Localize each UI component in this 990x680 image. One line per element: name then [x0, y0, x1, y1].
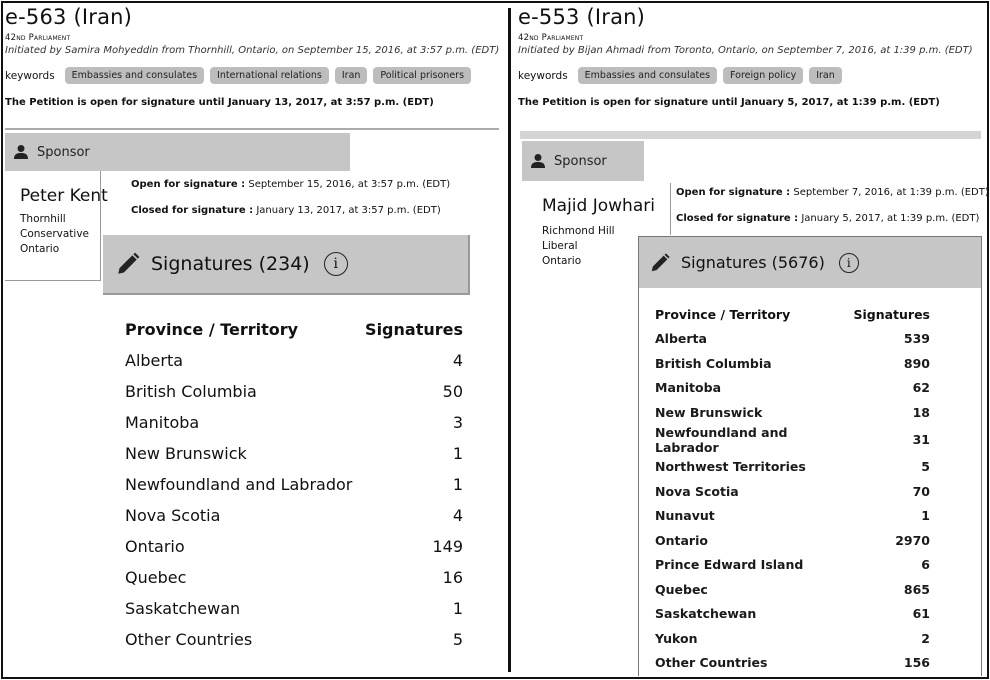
closed-date-value: January 13, 2017, at 3:57 p.m. (EDT) [256, 205, 441, 216]
sponsor-info [20, 186, 108, 257]
province-column-header: Province / Territory [655, 306, 791, 322]
sponsor-name[interactable]: Majid Jowhari [542, 196, 655, 216]
keyword-tag[interactable]: Embassies and consulates [65, 67, 204, 84]
signature-count-cell: 5 [921, 459, 930, 475]
info-icon[interactable]: i [839, 253, 859, 273]
keyword-tag[interactable]: Iran [809, 67, 842, 84]
signature-count-cell: 16 [442, 568, 463, 587]
keyword-tag[interactable]: Political prisoners [373, 67, 471, 84]
petition-id: e-563 (Iran) [5, 5, 133, 29]
province-cell: Prince Edward Island [655, 557, 804, 573]
sponsor-party: Liberal [542, 240, 578, 252]
sponsor-riding: Thornhill [20, 213, 66, 225]
table-row [125, 624, 463, 655]
keyword-tag[interactable]: Foreign policy [723, 67, 803, 84]
keywords-row [518, 67, 984, 84]
parliament-label: 42nd Parliament [518, 33, 584, 43]
sponsor-riding: Richmond Hill [542, 225, 615, 237]
province-cell: Alberta [125, 351, 184, 370]
signature-dates [131, 172, 450, 224]
petition-panel-right [518, 3, 984, 108]
signature-count-cell: 31 [912, 432, 930, 447]
province-cell: Newfoundland and Labrador [655, 424, 788, 455]
signature-count-cell: 5 [452, 630, 463, 649]
table-row [125, 345, 463, 376]
province-cell: Nova Scotia [125, 506, 221, 525]
province-cell: Saskatchewan [655, 606, 757, 622]
signatures-table [655, 302, 930, 675]
sponsor-label: Sponsor [554, 153, 607, 169]
signature-count-cell: 4 [452, 351, 463, 370]
initiated-by: Initiated by Bijan Ahmadi from Toronto, Ontario, on September 7, 2016, at 1:39 p.m. (EDT) [518, 45, 973, 56]
signature-count-cell: 865 [903, 581, 930, 597]
keyword-tag[interactable]: Embassies and consulates [578, 67, 717, 84]
open-date-row [676, 180, 989, 206]
info-icon[interactable]: i [324, 252, 348, 276]
section-rule [520, 131, 981, 139]
province-cell: Nova Scotia [655, 483, 739, 499]
petition-panel-left [5, 3, 501, 108]
table-row [655, 479, 930, 504]
sponsor-bar [522, 141, 644, 181]
province-cell: New Brunswick [655, 404, 763, 420]
signatures-table [125, 314, 463, 655]
signature-count-cell: 6 [921, 557, 930, 573]
closed-date-value: January 5, 2017, at 1:39 p.m. (EDT) [801, 213, 980, 224]
date-separator [670, 183, 671, 235]
table-row [655, 553, 930, 578]
table-header-row [125, 314, 463, 345]
province-cell: New Brunswick [125, 444, 247, 463]
panel-divider [508, 8, 511, 672]
keyword-tag[interactable]: International relations [210, 67, 329, 84]
province-cell: Ontario [655, 532, 708, 548]
table-row [655, 626, 930, 651]
closed-date-label: Closed for signature : [131, 205, 254, 216]
table-row [655, 504, 930, 529]
table-row [655, 376, 930, 401]
province-cell: Newfoundland and Labrador [125, 475, 353, 494]
section-rule [5, 128, 499, 130]
table-row [655, 651, 930, 676]
province-cell: Quebec [125, 568, 187, 587]
table-header-row [655, 302, 930, 327]
province-cell: Nunavut [655, 508, 715, 524]
signatures-header [638, 236, 982, 288]
sponsor-label: Sponsor [37, 144, 90, 160]
open-date-value: September 7, 2016, at 1:39 p.m. (EDT) [793, 187, 989, 198]
table-row [655, 425, 930, 455]
sponsor-party: Conservative [20, 228, 90, 240]
open-date-row [131, 172, 450, 198]
closed-date-row [131, 198, 450, 224]
keywords-label: keywords [518, 69, 568, 82]
signature-count-cell: 4 [452, 506, 463, 525]
province-column-header: Province / Territory [125, 320, 299, 339]
table-row [655, 528, 930, 553]
signatures-header [103, 235, 470, 295]
sponsor-province: Ontario [542, 255, 582, 267]
table-row [655, 327, 930, 352]
province-cell: Northwest Territories [655, 459, 806, 475]
keywords-row [5, 67, 501, 84]
closed-date-row [676, 206, 989, 232]
initiated-by: Initiated by Samira Mohyeddin from Thornhill, Ontario, on September 15, 2016, at 3:57 p.m. (EDT) [5, 45, 500, 56]
signature-count-cell: 1 [921, 508, 930, 524]
table-row [655, 400, 930, 425]
parliament-label: 42nd Parliament [5, 33, 71, 43]
signatures-column-header: Signatures [853, 306, 930, 322]
table-row [125, 500, 463, 531]
province-cell: British Columbia [655, 355, 772, 371]
open-until-note: The Petition is open for signature until January 13, 2017, at 3:57 p.m. (EDT) [5, 97, 434, 108]
table-row [655, 602, 930, 627]
province-cell: Alberta [655, 331, 707, 347]
table-row [125, 593, 463, 624]
signature-count-cell: 539 [903, 331, 930, 347]
open-date-value: September 15, 2016, at 3:57 p.m. (EDT) [248, 179, 451, 190]
person-icon [13, 144, 29, 160]
pencil-icon [649, 252, 671, 274]
open-date-label: Open for signature : [676, 187, 791, 198]
table-row [125, 531, 463, 562]
person-icon [530, 153, 546, 169]
province-cell: Other Countries [655, 655, 768, 671]
signature-count-cell: 149 [432, 537, 463, 556]
signature-count-cell: 61 [912, 606, 930, 622]
signature-count-cell: 70 [912, 483, 930, 499]
province-cell: Other Countries [125, 630, 253, 649]
signature-count-cell: 3 [452, 413, 463, 432]
signatures-title: Signatures (5676) [681, 253, 825, 272]
signature-dates [676, 180, 989, 232]
open-until-note: The Petition is open for signature until January 5, 2017, at 1:39 p.m. (EDT) [518, 97, 940, 108]
table-row [125, 376, 463, 407]
signature-count-cell: 156 [903, 655, 930, 671]
table-row [125, 407, 463, 438]
table-row [655, 455, 930, 480]
signature-count-cell: 50 [442, 382, 463, 401]
sponsor-province: Ontario [20, 243, 60, 255]
table-row [655, 351, 930, 376]
province-cell: Manitoba [655, 380, 722, 396]
signature-count-cell: 2 [921, 630, 930, 646]
signature-count-cell: 890 [903, 355, 930, 371]
table-row [125, 438, 463, 469]
signatures-title: Signatures (234) [151, 253, 310, 275]
keywords-label: keywords [5, 69, 55, 82]
petition-id: e-553 (Iran) [518, 5, 646, 29]
open-date-label: Open for signature : [131, 179, 246, 190]
province-cell: Manitoba [125, 413, 200, 432]
table-row [655, 577, 930, 602]
signature-count-cell: 1 [452, 599, 463, 618]
signatures-column-header: Signatures [365, 320, 463, 339]
signature-count-cell: 1 [452, 475, 463, 494]
table-row [125, 562, 463, 593]
signature-count-cell: 62 [912, 380, 930, 396]
pencil-icon [115, 251, 141, 277]
closed-date-label: Closed for signature : [676, 213, 799, 224]
province-cell: Yukon [655, 630, 698, 646]
sponsor-name[interactable]: Peter Kent [20, 186, 108, 206]
signature-count-cell: 18 [912, 404, 930, 420]
signature-count-cell: 1 [452, 444, 463, 463]
province-cell: Ontario [125, 537, 185, 556]
province-cell: Saskatchewan [125, 599, 241, 618]
signature-count-cell: 2970 [895, 532, 930, 548]
sponsor-bar [5, 133, 350, 171]
province-cell: British Columbia [125, 382, 257, 401]
table-row [125, 469, 463, 500]
province-cell: Quebec [655, 581, 708, 597]
keyword-tag[interactable]: Iran [335, 67, 368, 84]
